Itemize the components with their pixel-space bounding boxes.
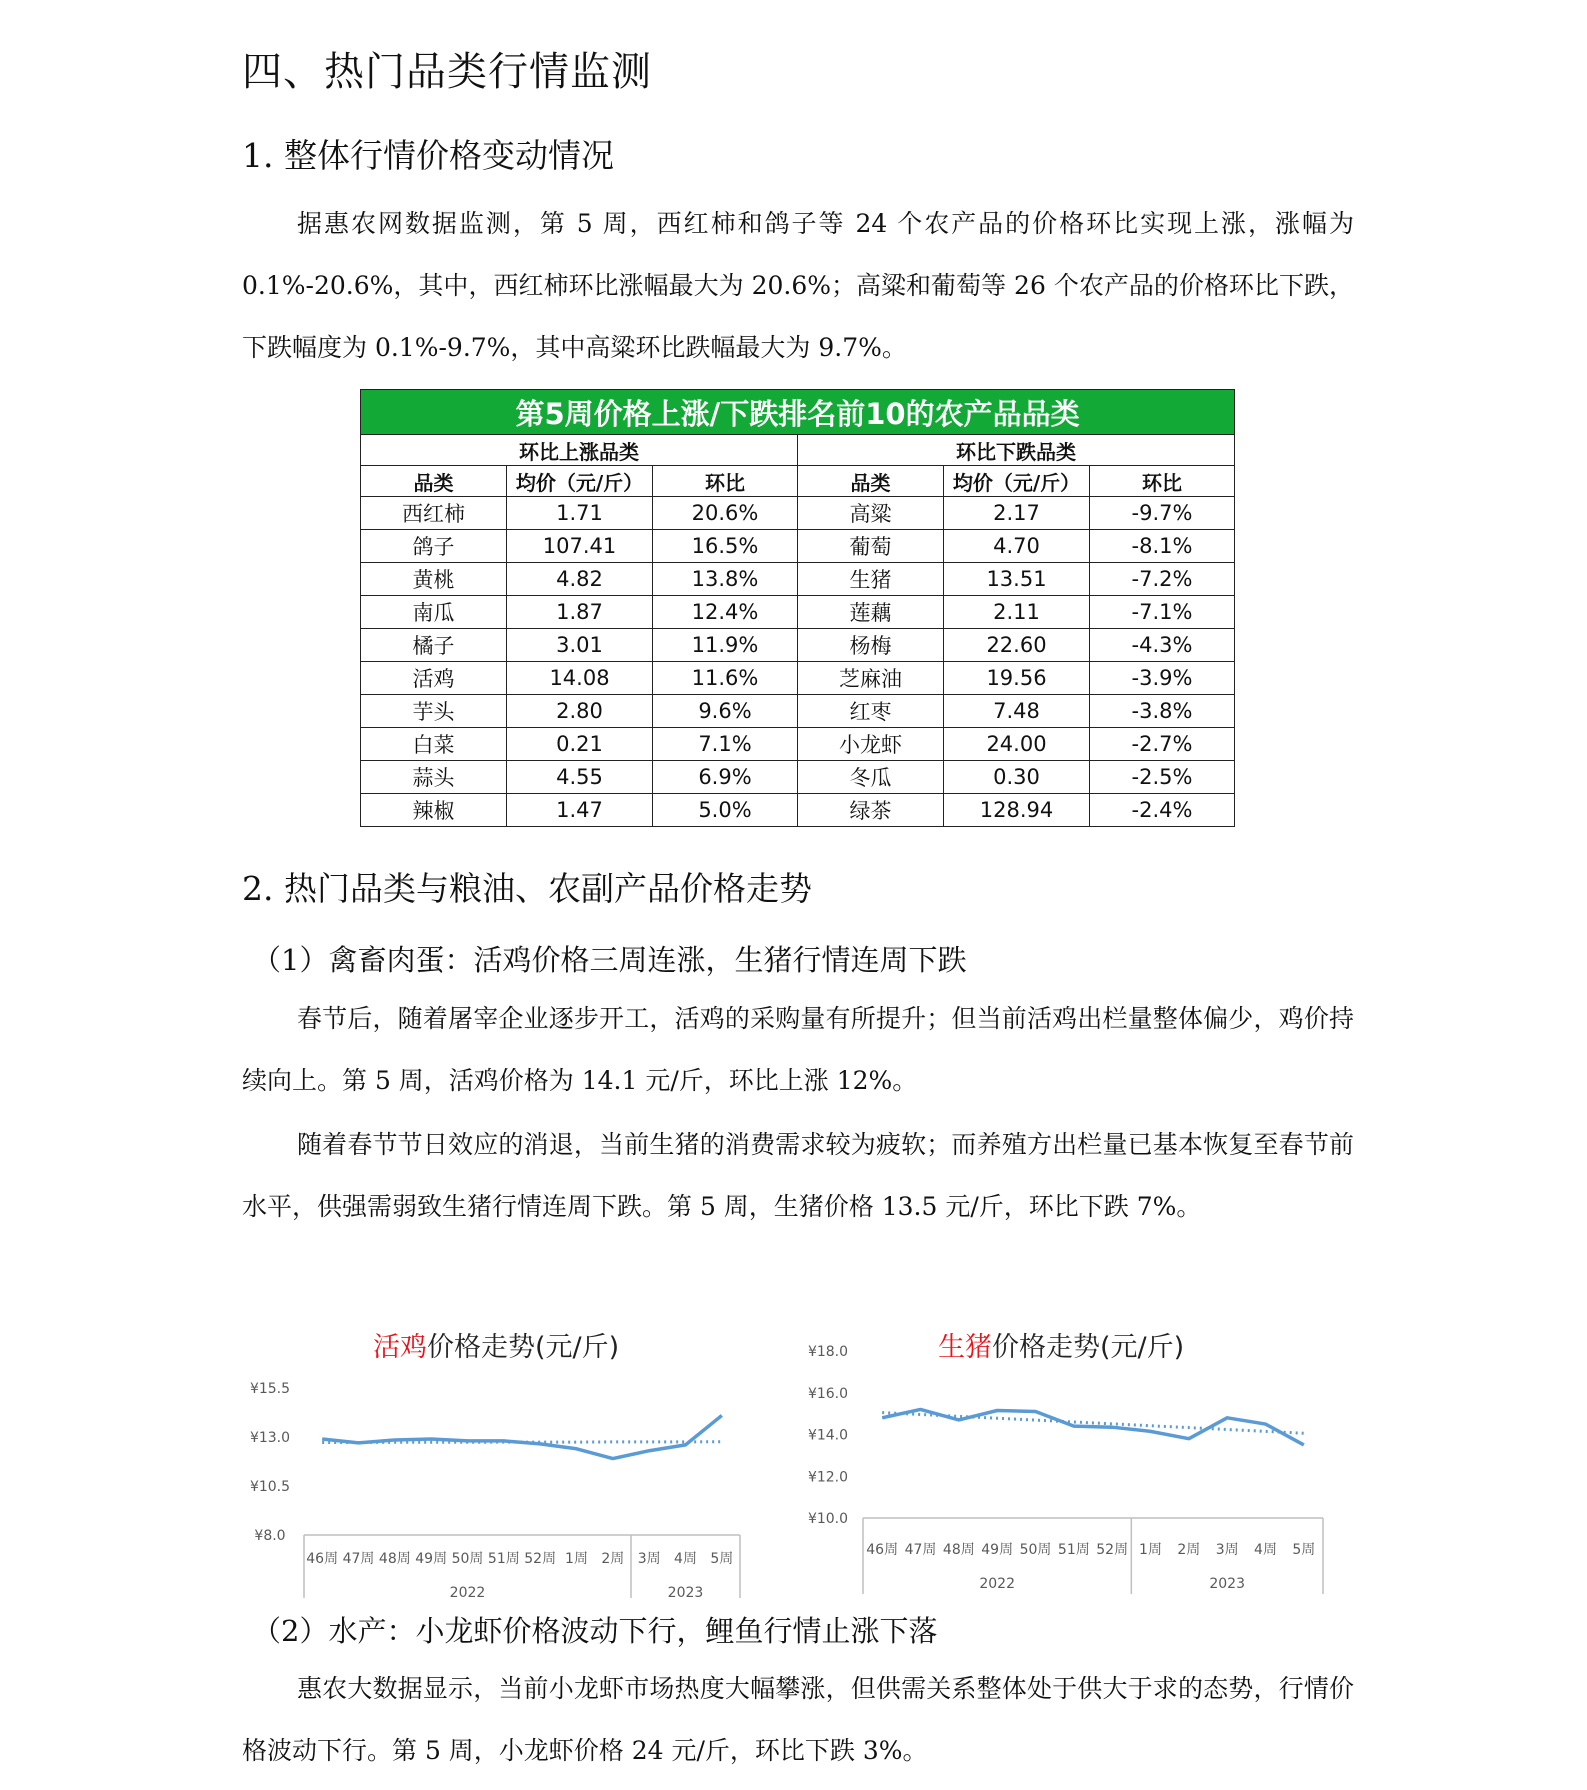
cell-name: 冬瓜 (798, 761, 944, 794)
pig-price-chart (800, 1335, 1340, 1610)
group-header-up: 环比上涨品类 (361, 435, 798, 466)
cell-change: -7.2% (1090, 563, 1235, 596)
x-tick-label: 46周 (866, 1542, 899, 1558)
table-title: 第5周价格上涨/下跌排名前10的农产品品类 (361, 390, 1235, 435)
table-row (361, 530, 1235, 563)
x-tick-label: 3周 (1215, 1542, 1239, 1558)
table-row (361, 662, 1235, 695)
table-row (361, 563, 1235, 596)
x-tick-label: 47周 (342, 1551, 375, 1567)
cell-price: 4.70 (944, 530, 1090, 563)
subsection-title-livestock: （1）禽畜肉蛋：活鸡价格三周连涨，生猪行情连周下跌 (252, 943, 967, 977)
cell-change: -2.5% (1090, 761, 1235, 794)
subsection-title-overall: 1. 整体行情价格变动情况 (242, 136, 614, 175)
cell-change: -8.1% (1090, 530, 1235, 563)
cell-price: 0.21 (507, 728, 653, 761)
cell-name: 南瓜 (361, 596, 507, 629)
y-tick-label: ¥15.5 (249, 1381, 291, 1397)
cell-price: 3.01 (507, 629, 653, 662)
column-header-change: 环比 (653, 466, 798, 497)
x-tick-label: 52周 (524, 1551, 557, 1567)
cell-price: 1.47 (507, 794, 653, 827)
chart-title-pig: 生猪价格走势(元/斤) (938, 1332, 1185, 1363)
cell-price: 13.51 (944, 563, 1090, 596)
cell-change: 20.6% (653, 497, 798, 530)
y-tick-label: ¥10.5 (249, 1479, 291, 1495)
x-tick-label: 49周 (415, 1551, 448, 1567)
x-tick-label: 51周 (487, 1551, 520, 1567)
cell-price: 4.55 (507, 761, 653, 794)
table-row (361, 728, 1235, 761)
table-row (361, 794, 1235, 827)
cell-price: 19.56 (944, 662, 1090, 695)
cell-name: 高粱 (798, 497, 944, 530)
column-header-name: 品类 (798, 466, 944, 497)
cell-change: 11.9% (653, 629, 798, 662)
x-tick-label: 3周 (637, 1551, 661, 1567)
x-tick-label: 4周 (674, 1551, 697, 1567)
cell-change: 6.9% (653, 761, 798, 794)
cell-change: -3.9% (1090, 662, 1235, 695)
x-tick-label: 46周 (306, 1551, 339, 1567)
table-row (361, 629, 1235, 662)
cell-name: 白菜 (361, 728, 507, 761)
cell-change: -9.7% (1090, 497, 1235, 530)
cell-price: 22.60 (944, 629, 1090, 662)
cell-name: 芋头 (361, 695, 507, 728)
chart-title-chicken: 活鸡价格走势(元/斤) (373, 1332, 620, 1363)
cell-price: 2.17 (944, 497, 1090, 530)
x-tick-label: 4周 (1254, 1542, 1277, 1558)
cell-change: -3.8% (1090, 695, 1235, 728)
cell-price: 128.94 (944, 794, 1090, 827)
cell-name: 小龙虾 (798, 728, 944, 761)
table-row (361, 497, 1235, 530)
cell-name: 活鸡 (361, 662, 507, 695)
x-tick-label: 49周 (981, 1542, 1014, 1558)
cell-price: 107.41 (507, 530, 653, 563)
x-group-label: 2022 (979, 1576, 1015, 1592)
x-tick-label: 50周 (1019, 1542, 1052, 1558)
cell-change: -2.4% (1090, 794, 1235, 827)
x-tick-label: 5周 (710, 1551, 734, 1567)
cell-name: 葡萄 (798, 530, 944, 563)
paragraph-overall: 据惠农网数据监测，第 5 周，西红柿和鸽子等 24 个农产品的价格环比实现上涨，涨幅为 0.1%-20.6%，其中，西红柿环比涨幅最大为 20.6%；高粱和葡萄等 26 个农产品的价格环比下跌，下跌幅度为 0.1%-9.7%，其中高粱环比跌幅最大为 9.7%。 (242, 209, 1354, 362)
cell-change: 7.1% (653, 728, 798, 761)
x-tick-label: 5周 (1292, 1542, 1316, 1558)
x-tick-label: 2周 (601, 1551, 625, 1567)
section-title: 四、热门品类行情监测 (242, 49, 652, 95)
cell-change: 12.4% (653, 596, 798, 629)
cell-name: 杨梅 (798, 629, 944, 662)
table-row (361, 761, 1235, 794)
cell-price: 0.30 (944, 761, 1090, 794)
cell-price: 1.71 (507, 497, 653, 530)
cell-name: 生猪 (798, 563, 944, 596)
column-header-price: 均价（元/斤） (507, 466, 653, 497)
x-tick-label: 1周 (565, 1551, 588, 1567)
y-tick-label: ¥16.0 (807, 1385, 849, 1402)
paragraph-crayfish: 惠农大数据显示，当前小龙虾市场热度大幅攀涨，但供需关系整体处于供大于求的态势，行情价格波动下行。第 5 周，小龙虾价格 24 元/斤，环比下跌 3%。 (242, 1674, 1354, 1765)
cell-price: 14.08 (507, 662, 653, 695)
cell-name: 红枣 (798, 695, 944, 728)
cell-name: 蒜头 (361, 761, 507, 794)
cell-name: 莲藕 (798, 596, 944, 629)
paragraph-chicken: 春节后，随着屠宰企业逐步开工，活鸡的采购量有所提升；但当前活鸡出栏量整体偏少，鸡价持续向上。第 5 周，活鸡价格为 14.1 元/斤，环比上涨 12%。 (242, 1004, 1354, 1095)
cell-name: 辣椒 (361, 794, 507, 827)
chicken-price-chart (242, 1365, 762, 1610)
x-tick-label: 48周 (942, 1542, 975, 1558)
series-line (322, 1415, 722, 1458)
cell-change: 5.0% (653, 794, 798, 827)
y-tick-label: ¥14.0 (807, 1427, 849, 1444)
y-tick-label: ¥13.0 (249, 1430, 291, 1446)
cell-change: 11.6% (653, 662, 798, 695)
x-tick-label: 1周 (1139, 1542, 1162, 1558)
cell-change: 13.8% (653, 563, 798, 596)
x-group-label: 2023 (667, 1585, 704, 1601)
cell-name: 黄桃 (361, 563, 507, 596)
table-row (361, 695, 1235, 728)
cell-price: 4.82 (507, 563, 653, 596)
cell-name: 鸽子 (361, 530, 507, 563)
x-group-label: 2022 (449, 1585, 486, 1601)
cell-name: 西红柿 (361, 497, 507, 530)
cell-name: 绿茶 (798, 794, 944, 827)
y-tick-label: ¥10.0 (807, 1511, 849, 1527)
column-header-change: 环比 (1090, 466, 1235, 497)
subsection-title-aquatic: （2）水产：小龙虾价格波动下行，鲤鱼行情止涨下落 (252, 1614, 938, 1648)
cell-name: 橘子 (361, 629, 507, 662)
x-tick-label: 2周 (1177, 1542, 1201, 1558)
x-tick-label: 52周 (1096, 1542, 1129, 1558)
subsection-title-trends: 2. 热门品类与粮油、农副产品价格走势 (242, 869, 812, 908)
column-header-name: 品类 (361, 466, 507, 497)
cell-change: -2.7% (1090, 728, 1235, 761)
x-tick-label: 48周 (378, 1551, 411, 1567)
x-tick-label: 47周 (904, 1542, 937, 1558)
cell-change: -7.1% (1090, 596, 1235, 629)
series-line (882, 1409, 1304, 1444)
cell-price: 24.00 (944, 728, 1090, 761)
group-header-down: 环比下跌品类 (798, 435, 1235, 466)
x-tick-label: 50周 (451, 1551, 484, 1567)
x-tick-label: 51周 (1057, 1542, 1090, 1558)
cell-change: -4.3% (1090, 629, 1235, 662)
cell-name: 芝麻油 (798, 662, 944, 695)
x-group-label: 2023 (1209, 1576, 1245, 1592)
y-tick-label: ¥18.0 (807, 1344, 849, 1360)
paragraph-pig: 随着春节节日效应的消退，当前生猪的消费需求较为疲软；而养殖方出栏量已基本恢复至春节前水平，供强需弱致生猪行情连周下跌。第 5 周，生猪价格 13.5 元/斤，环比下跌 7%。 (242, 1130, 1354, 1221)
cell-change: 16.5% (653, 530, 798, 563)
cell-price: 7.48 (944, 695, 1090, 728)
column-header-price: 均价（元/斤） (944, 466, 1090, 497)
table-row (361, 596, 1235, 629)
ranking-table (360, 389, 1235, 827)
cell-price: 1.87 (507, 596, 653, 629)
cell-price: 2.80 (507, 695, 653, 728)
cell-change: 9.6% (653, 695, 798, 728)
cell-price: 2.11 (944, 596, 1090, 629)
y-tick-label: ¥8.0 (254, 1528, 286, 1544)
y-tick-label: ¥12.0 (807, 1469, 849, 1486)
